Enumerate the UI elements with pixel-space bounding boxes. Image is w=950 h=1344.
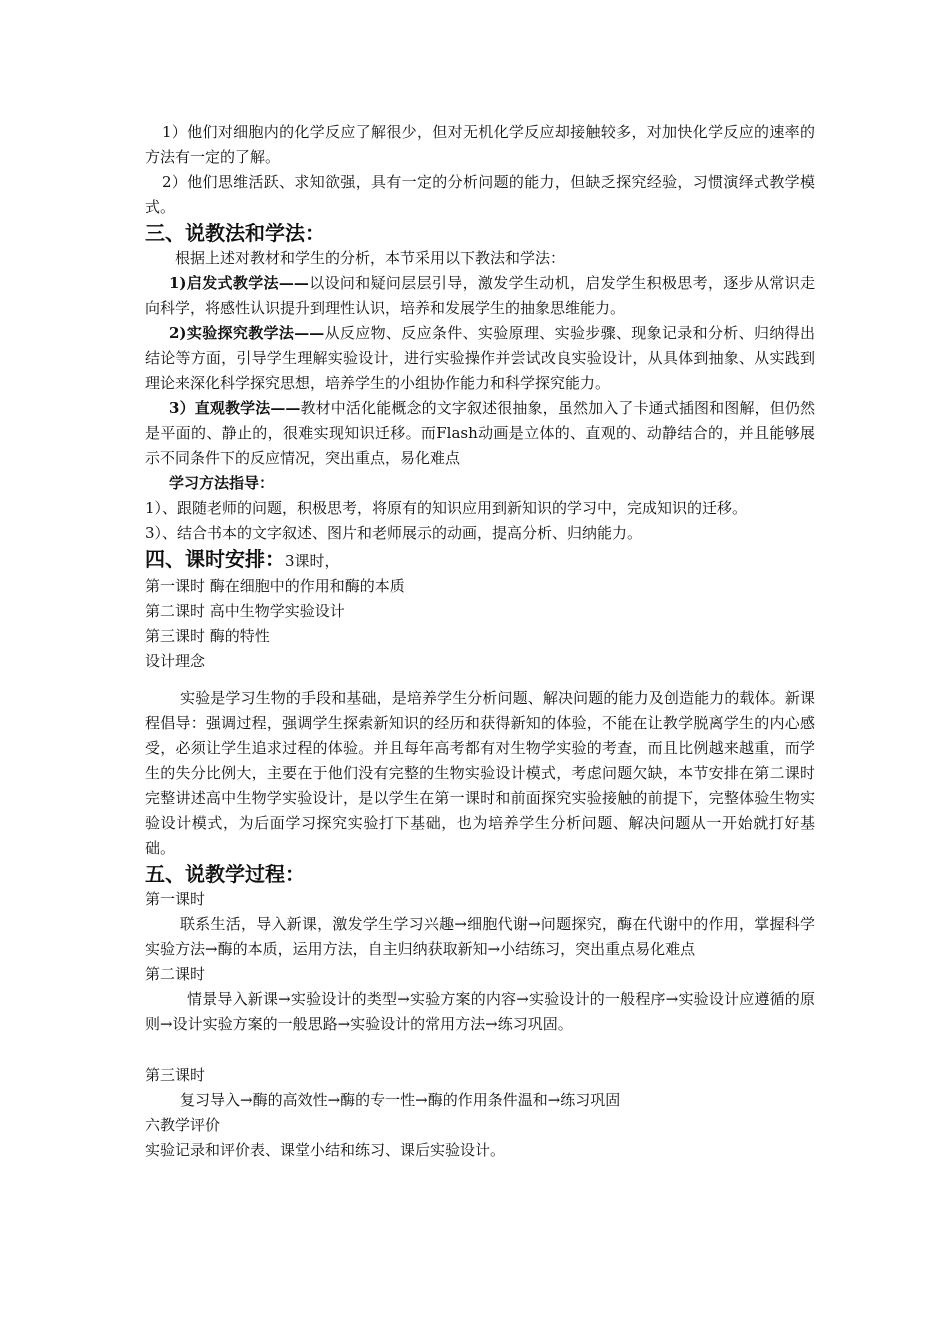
design-concept-text: 实验是学习生物的手段和基础，是培养学生分析问题、解决问题的能力及创造能力的载体。新课程倡导：强调过程，强调学生探索新知识的经历和获得新知的体验，不能在让教学脱离学生的内心感受，必须让学生追求过程的体验。并且每年高考都有对生物学实验的考查，而且比例越来越重，而学生的失分比例大，主要在于他们没有完整的生物实验设计模式，考虑问题欠缺，本节安排在第二课时完整讲述高中生物学实验设计，是以学生在第一课时和前面探究实验接触的前提下，完整体验生物实验设计模式，为后面学习探究实验打下基础，也为培养学生分析问题、解决问题从一开始就打好基础。 (145, 689, 815, 857)
section-4-heading-tail: 3课时， (285, 552, 340, 570)
study-guide-3: 3）、结合书本的文字叙述、图片和老师展示的动画，提高分析、归纳能力。 (145, 524, 643, 542)
method-3-title: 3）直观教学法—— (169, 399, 301, 417)
class-3-label: 第三课时 (145, 1066, 206, 1084)
section-5-heading: 五、说教学过程： (145, 862, 305, 886)
section-6-text: 实验记录和评价表、课堂小结和练习、课后实验设计。 (145, 1141, 506, 1159)
design-concept-label: 设计理念 (145, 652, 206, 670)
spacer (145, 1037, 815, 1063)
section-3-heading: 三、说教法和学法： (145, 221, 325, 245)
document-page (145, 120, 815, 1163)
method-3-text: 教材中活化能概念的文字叙述很抽象，虽然加入了卡通式插图和图解，但仍然是平面的、静止的，很难实现知识迁移。而Flash动画是立体的、直观的、动静结合的，并且能够展示不同条件下的反应情况，突出重点，易化难点 (145, 399, 815, 467)
study-guide-title-text: 学习方法指导： (169, 474, 275, 492)
method-1-title: 1)启发式教学法—— (169, 274, 309, 292)
lesson-2: 第二课时 高中生物学实验设计 (145, 602, 345, 620)
study-guide-title (145, 471, 815, 496)
method-2-text: 从反应物、反应条件、实验原理、实验步骤、现象记录和分析、归纳得出结论等方面，引导学生理解实验设计，进行实验操作并尝试改良实验设计，从具体到抽象、从实践到理论来深化科学探究思想，培养学生的小组协作能力和科学探究能力。 (145, 324, 815, 392)
method-2-title: 2)实验探究教学法—— (169, 324, 325, 342)
class-2-label: 第二课时 (145, 965, 206, 983)
lesson-3: 第三课时 酶的特性 (145, 627, 270, 645)
section-3-intro: 根据上述对教材和学生的分析，本节采用以下教法和学法： (175, 249, 566, 267)
class-1-label: 第一课时 (145, 890, 206, 908)
section-6-heading: 六教学评价 (145, 1116, 221, 1134)
student-point-2: 2）他们思维活跃、求知欲强，具有一定的分析问题的能力，但缺乏探究经验，习惯演绎式教学模式。 (145, 173, 815, 216)
class-2-text: 情景导入新课→实验设计的类型→实验方案的内容→实验设计的一般程序→实验设计应遵循的原则→设计实验方案的一般思路→实验设计的常用方法→练习巩固。 (145, 990, 815, 1033)
student-point-1: 1）他们对细胞内的化学反应了解很少，但对无机化学反应却接触较多，对加快化学反应的速率的方法有一定的了解。 (145, 123, 815, 166)
lesson-1: 第一课时 酶在细胞中的作用和酶的本质 (145, 577, 405, 595)
class-1-text: 联系生活，导入新课，激发学生学习兴趣→细胞代谢→问题探究，酶在代谢中的作用，掌握科学实验方法→酶的本质，运用方法，自主归纳获取新知→小结练习，突出重点易化难点 (145, 915, 815, 958)
class-3-text: 复习导入→酶的高效性→酶的专一性→酶的作用条件温和→练习巩固 (180, 1091, 621, 1109)
method-2 (145, 321, 815, 396)
study-guide-1: 1）、跟随老师的问题，积极思考，将原有的知识应用到新知识的学习中，完成知识的迁移。 (145, 499, 748, 517)
method-1 (145, 271, 815, 321)
spacer (145, 674, 815, 686)
method-1-text: 以设问和疑问层层引导，激发学生动机，启发学生积极思考，逐步从常识走向科学，将感性认识提升到理性认识，培养和发展学生的抽象思维能力。 (145, 274, 815, 317)
method-3 (145, 396, 815, 471)
section-4-heading (145, 546, 815, 574)
section-4-heading-text: 四、课时安排： (145, 547, 285, 571)
